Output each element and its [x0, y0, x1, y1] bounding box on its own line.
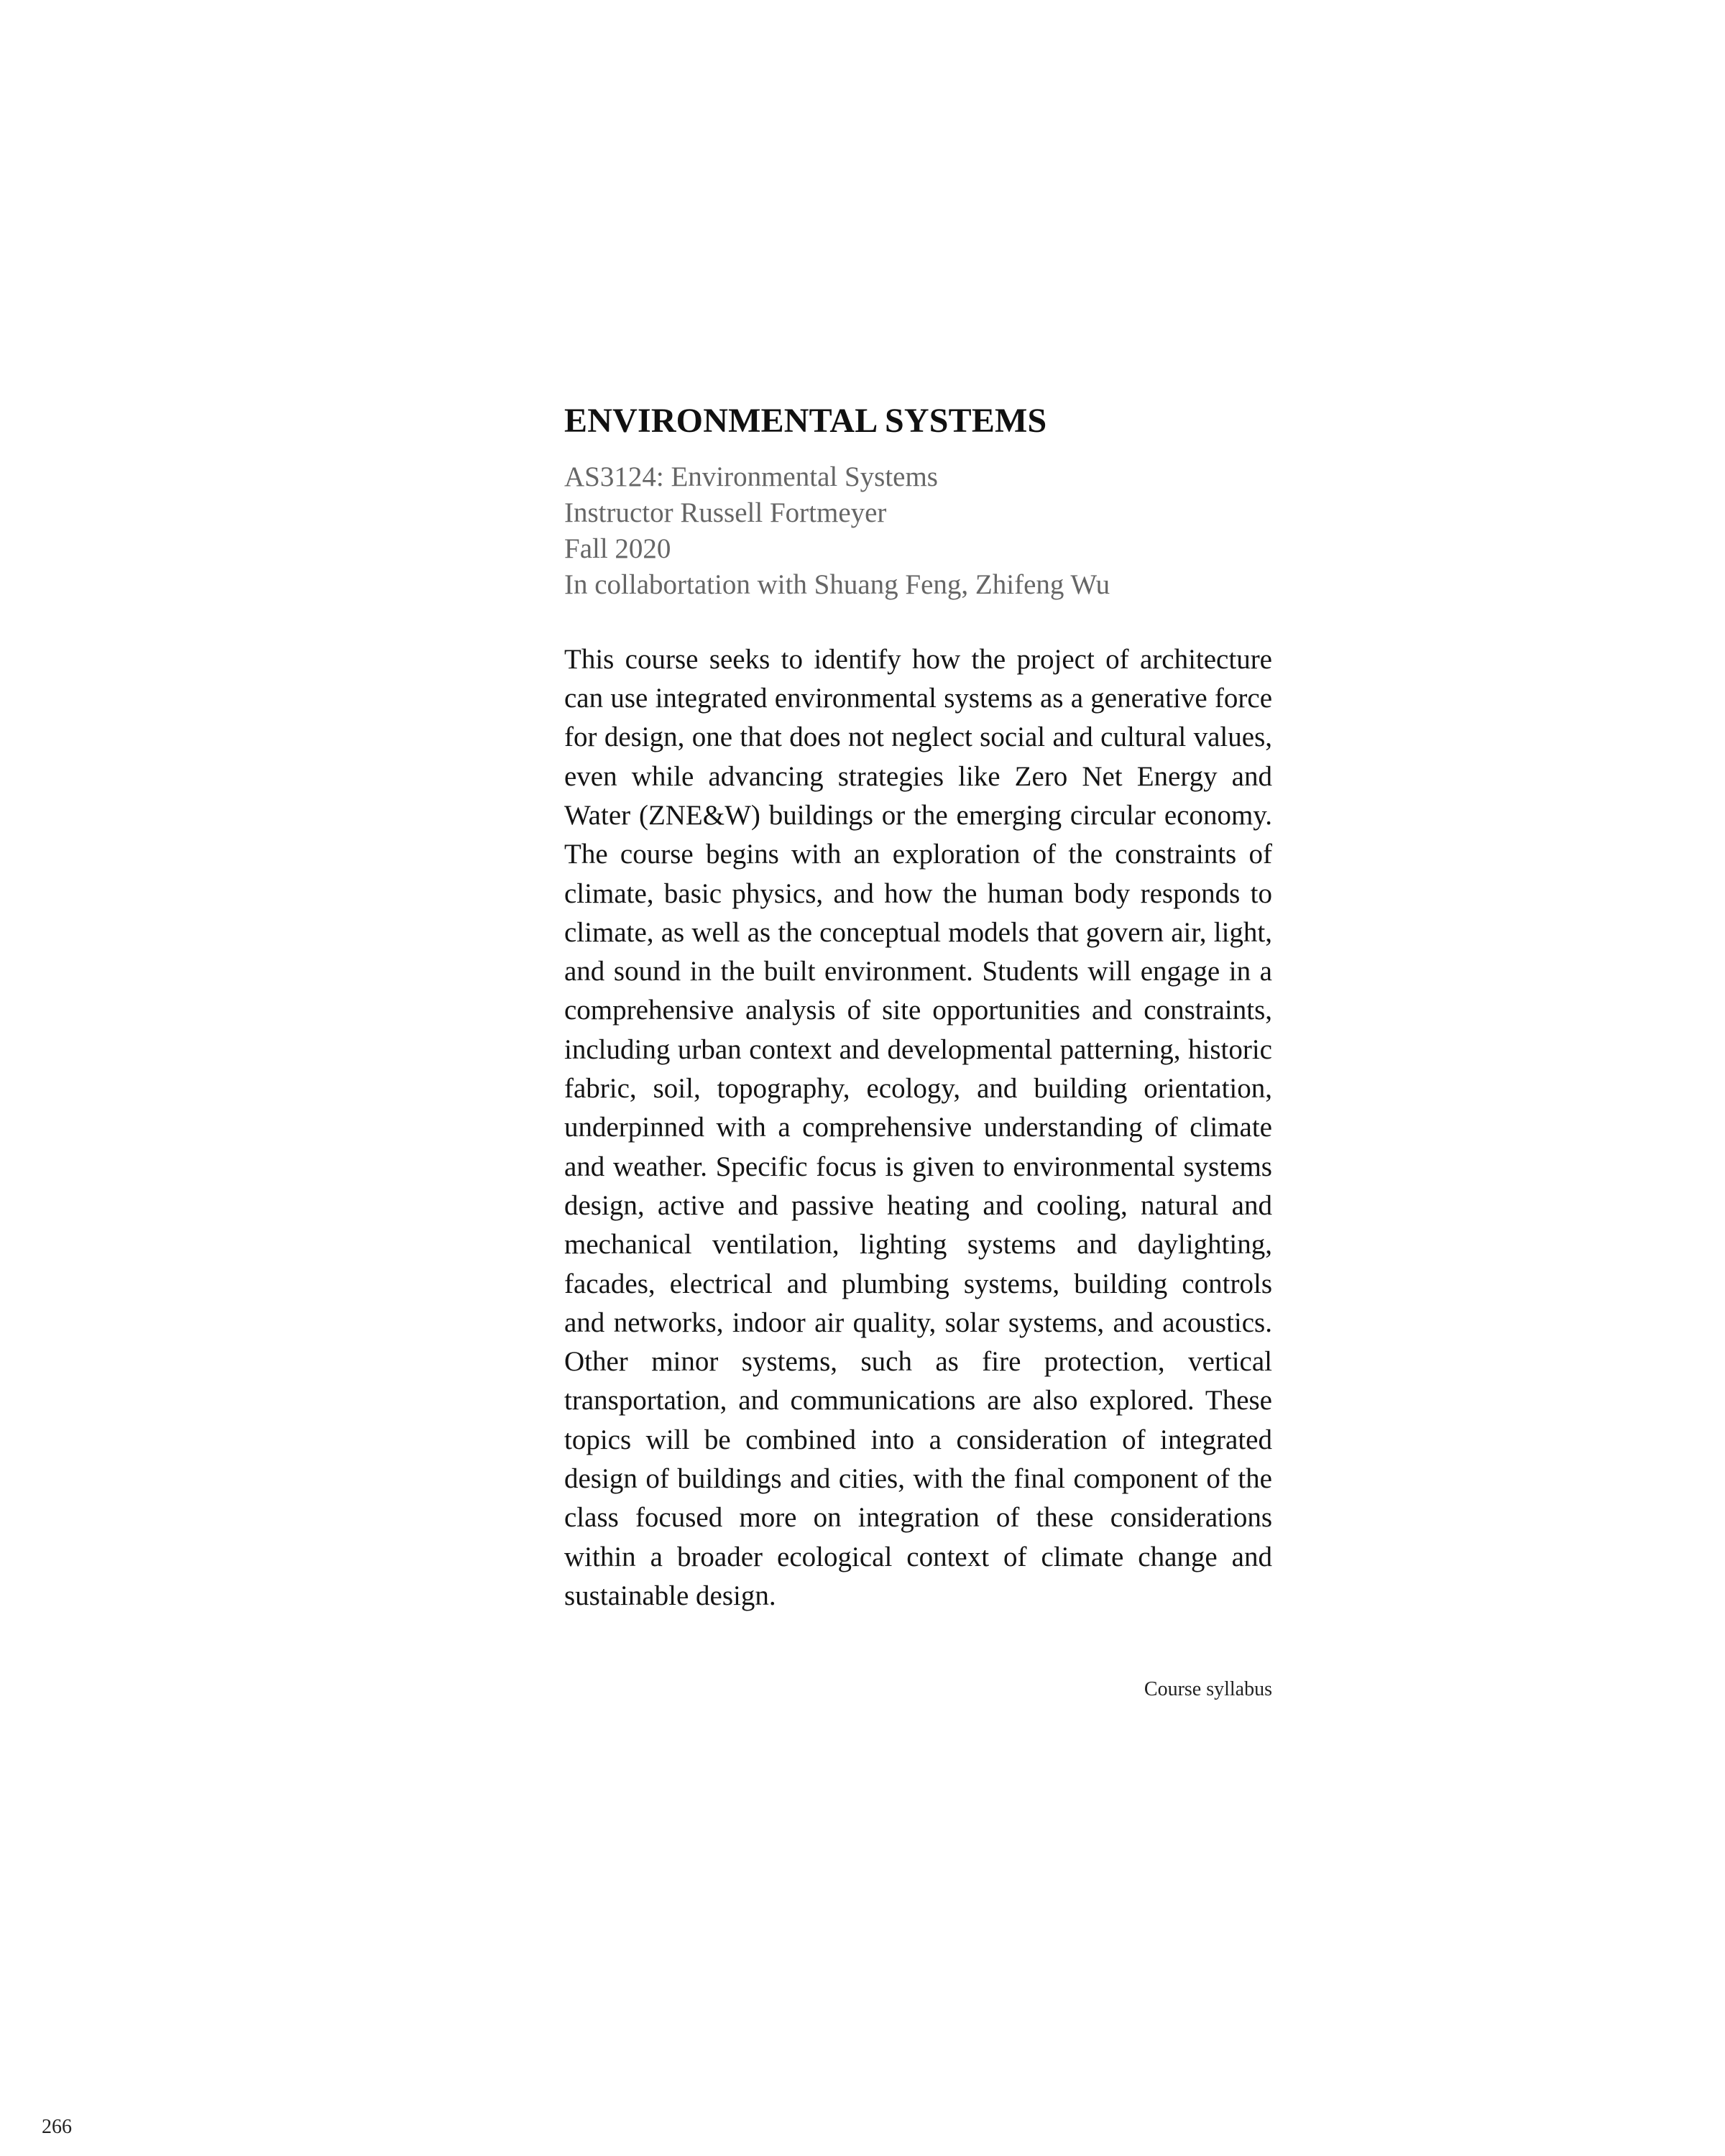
caption: Course syllabus — [1144, 1678, 1272, 1701]
page-title: ENVIRONMENTAL SYSTEMS — [564, 402, 1047, 440]
instructor-line: Instructor Russell Fortmeyer — [564, 497, 887, 528]
course-description: This course seeks to identify how the project of architecture can use integrated environmental systems as a generative force for design, one that does not neglect social and cultural values, even while advancing strategies like Zero Net Energy and Water (ZNE&W) buildings or the emerging circular economy. The course begins with an exploration of the constraints of climate, basic physics, and how the human body responds to climate, as well as the conceptual models that govern air, light, and sound in the built environment. Students will engage in a comprehensive analysis of site opportunities and constraints, including urban context and developmental patterning, historic fabric, soil, topography, ecology, and building orientation, underpinned with a comprehensive understanding of climate and weather. Specific focus is given to environmental systems design, active and passive heating and cooling, natural and mechanical ventilation, lighting systems and daylighting, facades, electrical and plumbing systems, building controls and networks, indoor air quality, solar systems, and acoustics. Other minor systems, such as fire protection, vertical transportation, and communications are also explored. These topics will be combined into a consideration of integrated design of buildings and cities, with the final component of the class focused more on integration of these considerations within a broader ecological context of climate change and sustainable design. — [564, 643, 1272, 1611]
course-code-line: AS3124: Environmental Systems — [564, 461, 938, 492]
semester-line: Fall 2020 — [564, 533, 671, 564]
page-number: 266 — [42, 2116, 72, 2138]
collaboration-line: In collabortation with Shuang Feng, Zhifeng Wu — [564, 568, 1110, 600]
course-meta — [564, 459, 1272, 603]
text-block — [564, 402, 1272, 1702]
